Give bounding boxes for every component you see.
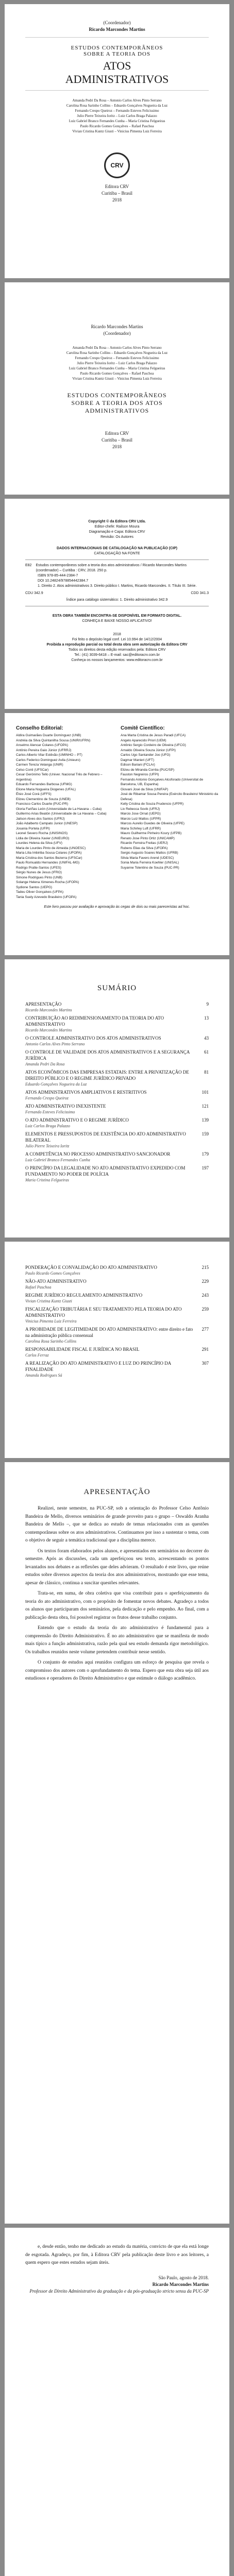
cip-subtitle: CATALOGAÇÃO NA FONTE [94, 552, 140, 555]
toc-entry-title: A REALIZAÇÃO DO ATO ADMINISTRATIVO E LUZ DO PRINCÍPIO DA FINALIDADE [25, 1361, 171, 1372]
council-member: Sydione Santos (UEPG) [16, 885, 53, 889]
legal-deposit: Foi feito o depósito legal conf. Lei 10.994 de 14/12/2004 [72, 638, 162, 641]
committee-member: Sergio Augusto Soares Mattos (UFRB) [121, 851, 178, 855]
title-line-1: ESTUDOS CONTEMPORÂNEOS [67, 392, 167, 399]
author-line: Luiz Gabriel Branco Fernandes Cunha – Maria Cristina Felgueiras [69, 366, 165, 370]
toc-entry [25, 1001, 209, 1013]
toc-entry-author: Vivian Cristina Kuntz Giusti [25, 1299, 72, 1303]
toc-entry-author: Luiz Gabriel Branco Fernandes Cunha [25, 1158, 90, 1162]
council-member: Sérgio Nunes de Jesus (IFRO) [16, 871, 62, 874]
toc-entry-page: 307 [202, 1361, 209, 1366]
organizer-role: (Coordenador) [103, 20, 131, 25]
toc-entry [25, 1264, 209, 1277]
toc-entry-text [25, 1049, 204, 1067]
cip-title: DADOS INTERNACIONAIS DE CATALOGAÇÃO NA PUBLICAÇÃO (CIP) [57, 547, 177, 550]
council-member: Paulo Romualdo Hernandes (UNIFAL-MG) [16, 861, 80, 865]
author-line: Luiz Gabriel Branco Fernandes Cunha – Maria Cristina Felgueiras [69, 119, 165, 123]
committee-member: Giovani José da Silva (UNIFAP) [121, 787, 169, 791]
committee-member: Fauston Negreiros (UFPI) [121, 773, 159, 776]
toc-entry [25, 1292, 209, 1304]
address-line: Todos os direitos desta edição reservados pela: Editora CRV [68, 648, 166, 652]
author-line: Fernando Crespo Queiroz – Fernando Esteves Felicissimo [75, 109, 159, 113]
committee-member: Ricardo Ferreira Freitas (UERJ) [121, 841, 168, 845]
committee-member: Elizeu de Miranda Corrêa (PUC/SP) [121, 768, 175, 772]
council-member: João Adalberto Campato Junior (UNESP) [16, 822, 78, 825]
toc-heading: SUMÁRIO [97, 984, 137, 992]
toc-entry-author: Maria Cristina Felgueiras [25, 1178, 69, 1182]
toc-entry-page: 43 [204, 1036, 209, 1041]
council-member: Elione Maria Nogueira Diogenes (UFAL) [16, 787, 76, 791]
divider [25, 90, 209, 91]
site-line: Conheça os nossos lançamentos: www.editoracrv.com.br [71, 658, 163, 662]
divider [25, 37, 209, 38]
toc-entry-text [25, 1103, 202, 1115]
editorial-council-page [5, 713, 229, 955]
toc-entry-title: NÃO-ATO ADMINISTRATIVO [25, 1279, 87, 1284]
committee-member: Mauro Guilherme Pinheiro Koury (UFPB) [121, 832, 182, 835]
imprint [25, 430, 209, 450]
committee-member: Fernando Antonio Gonçalves Alcoforado (Universitat de Barcelona, UB, Espanha) [121, 777, 204, 786]
council-member: Guillermo Arias Beatón (Universidade de La Havana – Cuba) [16, 812, 107, 816]
toc-entry [25, 1015, 209, 1033]
title-line-3: ADMINISTRATIVOS [85, 407, 149, 414]
committee-list [121, 733, 218, 870]
council-member: Jailson Alves dos Santos (UFRJ) [16, 817, 65, 821]
toc-entry-page: 197 [202, 1165, 209, 1171]
doi: DOI 10.24824/978854442384.7 [38, 579, 89, 583]
toc-entry-page: 121 [202, 1104, 209, 1109]
council-member: Lídia de Oliveira Xavier (UNIEURO) [16, 836, 70, 840]
toc-entry-page: 215 [202, 1265, 209, 1270]
council-member: Carmen Tereza Velanga (UNIR) [16, 763, 63, 767]
app-notice: CONHEÇA E BAIXE NOSSO APLICATIVO! [82, 619, 152, 623]
logo-text: CRV [110, 162, 124, 169]
isbn: ISBN 978-85-444-2384-7 [38, 574, 78, 578]
toc-entry-text [25, 1264, 202, 1277]
organizer-name: Ricardo Marcondes Martins [91, 324, 143, 329]
committee-member: Sonia Maria Ferreira Koehler (UNISAL) [121, 861, 179, 865]
toc-entry-title: A COMPETÊNCIA NO PROCESSO ADMINISTRATIVO SANCIONADOR [25, 1151, 171, 1157]
index-note: Índice para catálogo sistemático: 1. Direito administrativo 342.9 [66, 598, 168, 602]
toc-entry-text [25, 1089, 202, 1101]
council-member: Tania Suely Azevedo Brasileiro (UFOPA) [16, 895, 77, 899]
council-member: Francisco Carlos Duarte (PUC-PR) [16, 802, 69, 806]
toc-entry-title: PONDERAÇÃO E CONVALIDAÇÃO DO ATO ADMINISTRATIVO [25, 1265, 157, 1270]
toc-entry-title: O CONTROLE ADMINISTRATIVO DOS ATOS ADMINISTRATIVOS [25, 1036, 161, 1041]
toc-entry-text [25, 1035, 204, 1047]
committee-member: Kelly Cristina de Souza Prudencio (UFPR) [121, 802, 184, 806]
committee-member: Liv Rebecca Sovik (UFRJ) [121, 807, 160, 811]
peer-review-note: Este livro passou por avaliação e aprovação às cegas de dois ou mais pareceristas ad hoc. [44, 905, 190, 909]
toc-entry-text [25, 1292, 202, 1304]
author-list [25, 345, 209, 381]
toc-entry-text [25, 1306, 202, 1325]
toc-entry-title: O CONTROLE DE VALIDADE DOS ATOS ADMINISTRATIVOS E A SEGURANÇA JURÍDICA [25, 1049, 190, 1061]
council-member: Tadeu Oliver Gonçalves (UFPA) [16, 890, 63, 894]
toc-entry-page: 179 [202, 1151, 209, 1157]
committee-member: José de Ribamar Sousa Pereira (Exército Brasileiro/ Ministério da Defesa) [121, 792, 218, 801]
author-line: Carolina Rosa Sarinho Collins – Eduardo Gonçalves Nogueira da Luz [66, 351, 168, 355]
toc-list [25, 1001, 209, 1183]
author-line: Vivian Cristina Kuntz Giusti – Vinicius Pimenta Luiz Ferreira [72, 377, 162, 381]
committee-member: Ana Marta Cristina de Jesus Paradi (UFCA) [121, 734, 186, 737]
council-member: Carlos Federico Dominguez Avila (Unieuro) [16, 758, 80, 762]
toc-entry-page: 81 [204, 1070, 209, 1075]
toc-entry-title: RESPONSABILIDADE FISCAL E JURÍDICA NO BRASIL [25, 1347, 140, 1352]
toc-entry [25, 1165, 209, 1183]
author-line: Paulo Ricardo Gomes Gonçalves – Rafael Paschoa [80, 124, 154, 128]
signature-block [25, 2275, 209, 2295]
presentation-body [25, 1505, 209, 1683]
toc-entry [25, 1306, 209, 1325]
copyright-line: Copyright © da Editora CRV Ltda. [88, 520, 146, 523]
toc-entry-author: Ricardo Marcondes Martins [25, 1008, 72, 1012]
author-line: Fernando Crespo Queiroz – Fernando Esteves Felicissimo [75, 356, 159, 360]
toc-entry-author: Carlos Ferraz [25, 1353, 49, 1358]
toc-entry-page: 13 [204, 1015, 209, 1021]
cip-box [25, 560, 209, 606]
toc-entry-author: Eduardo Gonçalves Nogueira da Luz [25, 1082, 87, 1087]
council-member: Elizeu Clementino de Souza (UNEB) [16, 797, 71, 801]
presentation-paragraph: Entendo que o estudo da teoria do ato administrativo é fundamental para a compreensão do Direito Administrativo. É no ato administrativo que se manifesta de modo mais típico a função administrativa, razão pela qual seu estudo demanda rigor metodológico. Os trabalhos reunidos neste volume pretendem contribuir nesse sentido. [25, 1625, 209, 1655]
toc-entry-title: ATOS ECONÔMICOS DAS EMPRESAS ESTATAIS: ENTRE A PRIVATIZAÇÃO DE DIREITO PÚBLICO E O REGIME JURÍDICO PRIVADO [25, 1070, 189, 1081]
toc-entry-text [25, 1346, 202, 1359]
toc-entry-author: Paulo Ricardo Gomes Gonçalves [25, 1271, 80, 1276]
council-member: Leonel Severo Rocha (UNISINOS) [16, 832, 68, 835]
publisher-city: Curitiba – Brasil [102, 191, 132, 196]
rights-note: Proibida a reprodução parcial ou total desta obra sem autorização da Editora CRV [46, 643, 188, 647]
committee-member: Marcio Luiz Mattos (UFPR) [121, 817, 161, 821]
toc-entry-page: 229 [202, 1279, 209, 1284]
council-column [16, 725, 113, 900]
council-member: Lourdes Helena da Silva (UFV) [16, 841, 62, 845]
council-member: Simone Rodrigues Pinto (UNB) [16, 875, 62, 879]
committee-member: Edison Bariani (FCLAr) [121, 763, 155, 767]
council-member: Cesar Gerónimo Tello (Univer. Nacional Três de Febrero – Argentina) [16, 773, 103, 782]
toc-entry [25, 1035, 209, 1047]
toc-entry-page: 101 [202, 1090, 209, 1095]
title-line-1: ESTUDOS CONTEMPORÂNEOS [71, 45, 163, 51]
publication-year: 2018 [112, 444, 122, 449]
organizer-role: (Coordenador) [103, 331, 131, 336]
publisher-logo [104, 152, 130, 178]
council-member: Antônio Pereira Gaio Júnior (UFRRJ) [16, 748, 72, 752]
toc-entry-text [25, 1278, 202, 1291]
council-member: Gloria Fariñas León (Universidade de La Havana – Cuba) [16, 807, 102, 811]
toc-entry [25, 1360, 209, 1379]
author-line: Julio Pierre Teixeira Ioritz – Luiz Carlos Braga Palazzo [77, 361, 157, 365]
council-member: Anselmo Alencar Colares (UFOPA) [16, 743, 69, 747]
title-line-2: SOBRE A TEORIA DOS [83, 51, 151, 57]
title-line-3: ATOS [103, 59, 131, 72]
toc-entry-page: 243 [202, 1293, 209, 1298]
toc-entry-text [25, 1360, 202, 1379]
signature-name: Ricardo Marcondes Martins [152, 2281, 209, 2287]
toc-page-2 [5, 1242, 229, 1458]
committee-member: Suyanne Tolentino de Souza (PUC-PR) [121, 866, 179, 870]
committee-column [121, 725, 218, 900]
toc-entry-title: ATO ADMINISTRATIVO INEXISTENTE [25, 1104, 106, 1109]
signature-place: São Paulo, agosto de 2018. [158, 2275, 209, 2280]
toc-entry [25, 1117, 209, 1129]
publisher-city: Curitiba – Brasil [102, 437, 132, 443]
toc-entry-page: 291 [202, 1347, 209, 1352]
toc-entry-author: Julio Pierre Teixeira Ioritz [25, 1144, 70, 1148]
author-line: Vivian Cristina Kuntz Giusti – Vinicius Pimenta Luiz Ferreira [72, 129, 162, 133]
book-title [25, 392, 209, 415]
toc-entry-page: 61 [204, 1049, 209, 1055]
toc-entry-text [25, 1326, 202, 1345]
council-member: Josania Portela (UFPI) [16, 826, 50, 831]
council-title: Conselho Editorial: [16, 725, 63, 731]
toc-entry [25, 1103, 209, 1115]
toc-entry-author: Antonio Carlos Alves Pinto Serrano [25, 1042, 85, 1046]
toc-entry-title: CONTRIBUIÇÃO AO REDIMENSIONAMENTO DA TEORIA DO ATO ADMINISTRATIVO [25, 1015, 164, 1027]
presentation-page-2 [5, 2228, 229, 2576]
council-member: Maria Lília Imbiriba Sousa Colares (UFOPA) [16, 851, 82, 855]
toc-entry-title: O ATO ADMINISTRATIVO E O REGIME JURÍDICO [25, 1117, 129, 1123]
presentation-page [5, 1462, 229, 2224]
toc-entry-text [25, 1131, 202, 1149]
council-member: Maria Cristina dos Santos Bezerra (UFSCar) [16, 856, 82, 860]
toc-page [5, 959, 229, 1238]
author-list [25, 98, 209, 134]
author-line: Amanda Pedri Da Rosa – Antonio Carlos Alves Pinto Serrano [72, 346, 162, 350]
toc-entry-title: FISCALIZAÇÃO TRIBUTÁRIA E SEU TRATAMENTO PELA TEORIA DO ATO ADMINISTRATIVO [25, 1307, 182, 1318]
organizer-block [25, 20, 209, 33]
credits [25, 519, 209, 540]
organizer-block [25, 324, 209, 337]
toc-entry-author: Amanda Rodrigues Sá [25, 1373, 62, 1378]
toc-entry-page: 259 [202, 1307, 209, 1312]
presentation-paragraph: Realizei, neste semestre, na PUC-SP, sob a orientação do Professor Celso Antônio Bandeira de Mello, diversos seminários de grande proveito para o grupo – Oswaldo Aranha Bandeira de Mello –, que se dedica ao estudo de temas relacionados com as questões contemporâneas sobre os atos administrativos. Continuamos por isso a sustentar o tema, com o objetivo de seguir a temática tradicional que a disciplina merece. [25, 1506, 209, 1543]
toc-entry-author: Fernando Esteves Felicissimo [25, 1110, 75, 1114]
toc-entry-text [25, 1001, 207, 1013]
toc-entry-title: ELEMENTOS E PRESSUPOSTOS DE EXISTÊNCIA DO ATO ADMINISTRATIVO BILATERAL [25, 1131, 186, 1143]
council-member: Andréia da Silva Quintanilha Sousa (UNIR/UFRN) [16, 738, 91, 742]
layout-line: Diagramação e Capa: Editora CRV [89, 530, 145, 534]
toc-entry-page: 139 [202, 1117, 209, 1123]
author-line: Paulo Ricardo Gomes Gonçalves – Rafael Paschoa [80, 371, 154, 376]
publisher-name: Editora CRV [105, 431, 129, 436]
toc-entry [25, 1326, 209, 1345]
committee-member: Maria Schirley Luft (UFRR) [121, 826, 161, 831]
editor-line: Editor-chefe: Railson Moura [94, 525, 140, 529]
toc-entry [25, 1089, 209, 1101]
toc-entry-text [25, 1165, 202, 1183]
committee-member: Antônio Sergio Cordeiro de Oliveira (UFCG) [121, 743, 186, 747]
committee-member: Angelo Aparecido Priori (UEM) [121, 738, 166, 742]
toc-entry-author: Vinicius Pimenta Luiz Ferreira [25, 1319, 77, 1324]
committee-member: Arnaldo Oliveira Souza Júnior (UFPI) [121, 748, 176, 752]
legal-year: 2018 [113, 633, 121, 636]
legal-block [25, 632, 209, 663]
toc-entry-text [25, 1151, 202, 1163]
presentation-heading: APRESENTAÇÃO [83, 1488, 151, 1496]
publication-year: 2018 [112, 197, 122, 202]
cip-body: Estudos contemporâneos sobre a teoria dos atos administrativos / Ricardo Marcondes Martins (coordenador) – Curitiba : CRV, 2018. 250 p. [36, 564, 187, 572]
council-member: Celso Conti (UFSCar) [16, 768, 49, 772]
copyright-page [5, 499, 229, 709]
presentation-paragraph: e, desde então, tenho me dedicado ao estudo da matéria, convicto de que ela está longe de esgotada. Agradeço, por fim, à Editora CRV pela publicação deste livro e aos leitores, a quem espero que estes estudos sejam úteis. [25, 2244, 209, 2265]
toc-entry [25, 1049, 209, 1067]
toc-entry-title: ATOS ADMINISTRATIVOS AMPLIATIVOS E RESTRITIVOS [25, 1090, 147, 1095]
author-line: Amanda Pedri Da Rosa – Antonio Carlos Alves Pinto Serrano [72, 98, 162, 103]
review-line: Revisão: Os Autores [101, 535, 133, 539]
toc-entry-author: Ricardo Marcondes Martins [25, 1028, 72, 1032]
toc-entry-author: Carolina Rosa Sarinho Collins [25, 1339, 77, 1344]
toc-entry-title: A PROBIDADE DE LEGITIMIDADE DO ATO ADMINISTRATIVO: entre direito e fato na administração pública consensual [25, 1327, 193, 1338]
toc-entry [25, 1131, 209, 1149]
council-member: Maria de Lourdes Pinto de Almeida (UNOESC) [16, 846, 86, 850]
toc-entry-text [25, 1015, 204, 1033]
toc-entry [25, 1069, 209, 1088]
toc-entry-author: Luiz Carlos Braga Palazzo [25, 1124, 70, 1128]
council-member: Élsio José Corá (UFFS) [16, 792, 52, 796]
presentation-body-continued [25, 2243, 209, 2267]
committee-member: Marcos Aurelio Guedes de Oliveira (UFPE) [121, 822, 185, 825]
author-line: Julio Pierre Teixeira Ioritz – Luiz Carlos Braga Palazzo [77, 114, 157, 118]
cdd-code: CDD 341.3 [191, 591, 209, 595]
toc-entry-title: APRESENTAÇÃO [25, 1002, 62, 1007]
committee-member: Marcio Jose Ornat (UEPG) [121, 812, 161, 816]
toc-entry-author: Fernando Crespo Queiroz [25, 1096, 69, 1100]
toc-entry [25, 1346, 209, 1359]
toc-entry [25, 1278, 209, 1291]
toc-entry-page: 159 [202, 1131, 209, 1137]
council-member: Solange Helena Ximenes-Rocha (UFOPA) [16, 880, 79, 884]
title-page [5, 4, 229, 278]
committee-member: Silvia Maria Favero Arend (UDESC) [121, 856, 174, 860]
contact-line: Tel.: (41) 3039-6418 – E-mail: sac@editoracrv.com.br [74, 653, 160, 657]
council-member: Carlos Alberto Vilar Estêvão (UMINHO – PT) [16, 753, 82, 757]
signature-role: Professor de Direito Administrativo da graduação e da pós-graduação stricto sensu da PUC-SP [29, 2288, 209, 2294]
cip-code: E82 [25, 564, 32, 567]
publisher-name: Editora CRV [105, 184, 129, 189]
toc-entry [25, 1151, 209, 1163]
cdu-code: CDU 342.9 [25, 591, 43, 595]
council-list [16, 733, 113, 900]
title-line-4: ADMINISTRATIVOS [65, 73, 169, 86]
title-page-2 [5, 282, 229, 495]
organizer-name: Ricardo Marcondes Martins [89, 27, 145, 32]
toc-entry-title: REGIME JURÍDICO REGULAMENTO ADMINISTRATIVO [25, 1293, 143, 1298]
council-member: Eduardo Fernandes Barbosa (UFMG) [16, 783, 72, 786]
presentation-paragraph: Trata-se, em suma, de obra coletiva que visa contribuir para o aperfeiçoamento da teoria do ato administrativo, com o propósito de fomentar novos debates. Agradeço a todos os alunos que participaram dos seminários, pela dedicação e pelo empenho. Ao final, com a publicação desta obra, foi possível registrar os frutos desse trabalho conjunto. [25, 1591, 209, 1620]
toc-entry-author: Rafael Paschoa [25, 1285, 52, 1290]
toc-entry-page: 9 [206, 1002, 209, 1007]
presentation-paragraph: O conjunto de estudos aqui reunidos configura um esforço de pesquisa que revela o compromisso dos autores com o aprofundamento do tema. Espero que esta obra seja útil aos estudiosos e operadores do Direito Administrativo e que estimule o diálogo acadêmico. [25, 1660, 209, 1681]
council-member: Aldira Guimarães Duarte Domínguez (UNB) [16, 734, 81, 737]
digital-notice: ESTA OBRA TAMBÉM ENCONTRA-SE DISPONÍVEL EM FORMATO DIGITAL. [52, 614, 182, 618]
imprint [25, 183, 209, 204]
presentation-paragraph: Os textos foram elaborados pelos alunos, e apresentados em seminários no decorrer do semestre. Após as discussões, cada um aperfeiçoou seu texto, acrescentando os pontos levantados nos debates e as reflexões que deles advieram. O resultado é este livro, que reúne estudos sobre diversos aspectos da teoria dos atos administrativos, mostrando que esse tema, apesar de clássico, continua a suscitar questões relevantes. [25, 1548, 209, 1586]
toc-list-continued [25, 1264, 209, 1379]
toc-entry-text [25, 1069, 204, 1088]
committee-member: Renato Jose Pinto Ortiz (UNICAMP) [121, 836, 175, 840]
toc-entry-text [25, 1117, 202, 1129]
keywords: 1. Direito 2. Atos administrativos 3. Direito público I. Martins, Ricardo Marcondes. II. Título III. Série. [38, 584, 197, 588]
toc-entry-page: 277 [202, 1327, 209, 1332]
author-line: Carolina Rosa Sarinho Collins – Eduardo Gonçalves Nogueira da Luz [66, 104, 168, 108]
council-member: Rodrigo Pratte-Santos (UFES) [16, 866, 61, 870]
toc-entry-author: Amanda Pedri Da Rosa [25, 1062, 65, 1066]
committee-member: Dagmar Manieri (UFT) [121, 758, 155, 762]
committee-member: Carlos Ugo Santander Joo (UFG) [121, 753, 171, 757]
title-line-2: SOBRE A TEORIA DOS ATOS [71, 399, 163, 406]
book-title [25, 45, 209, 86]
committee-title: Comitê Científico: [121, 725, 165, 731]
toc-entry-title: O PRINCÍPIO DA LEGALIDADE NO ATO ADMINISTRATIVO EXPEDIDO COM FUNDAMENTO NO PODER DE POLÍCIA [25, 1165, 186, 1177]
committee-member: Rubens Elias da Silva (UFOPA) [121, 846, 168, 850]
